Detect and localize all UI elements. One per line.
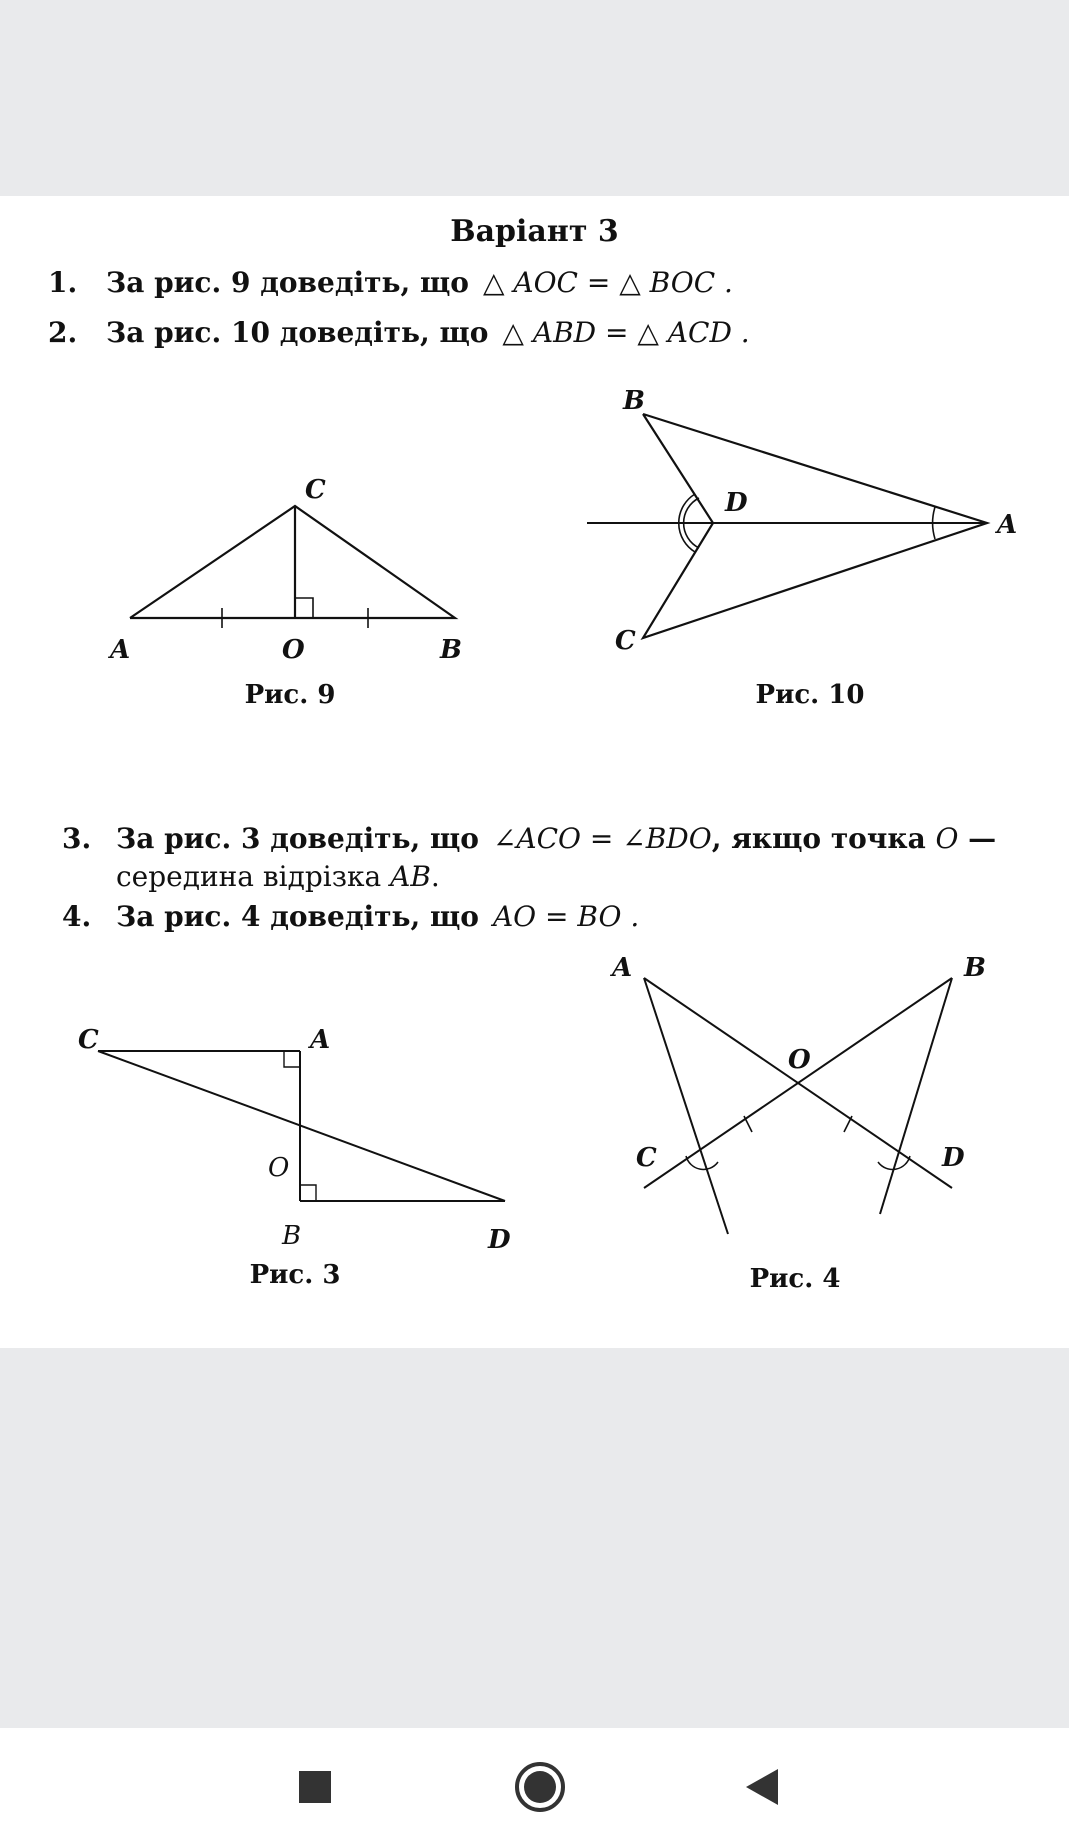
task-text-condition: , якщо точка (711, 822, 926, 855)
home-button[interactable] (500, 1728, 580, 1846)
task-text: середина відрізка (116, 860, 382, 893)
right-angle-b (300, 1185, 316, 1201)
task-3-line-2 (116, 860, 440, 893)
figure-9-caption: Рис. 9 (244, 680, 336, 710)
task-text: За рис. 4 доведіть, що (116, 900, 479, 933)
task-expression: △ ABD = △ ACD . (502, 316, 750, 349)
triangle-aoc-boc (130, 506, 455, 618)
label-d: D (942, 1143, 965, 1173)
label-a: A (997, 510, 1018, 540)
task-4 (62, 900, 639, 933)
period: . (430, 860, 440, 893)
task-number: 1. (48, 266, 78, 299)
figure-3-caption: Рис. 3 (249, 1260, 341, 1290)
label-b: B (623, 386, 645, 416)
tick-od (844, 1116, 852, 1132)
label-o: O (788, 1045, 811, 1075)
circle-icon (514, 1761, 566, 1813)
figure-9-diagram (110, 476, 470, 676)
figure-3-diagram (70, 1016, 530, 1256)
task-number: 4. (62, 900, 92, 933)
line-bd (880, 978, 952, 1214)
label-c: C (78, 1025, 99, 1055)
segment-cd (98, 1051, 505, 1201)
task-expression: ∠ACO = ∠BDO (492, 822, 712, 855)
figure-4-caption: Рис. 4 (749, 1264, 841, 1294)
task-expression: △ AOC = △ BOC . (482, 266, 733, 299)
recent-apps-button[interactable] (275, 1728, 355, 1846)
navigation-bar (0, 1728, 1069, 1846)
label-d: D (725, 488, 748, 518)
task-text: За рис. 3 доведіть, що (116, 822, 479, 855)
label-b: B (282, 1221, 302, 1251)
task-number: 2. (48, 316, 78, 349)
task-2 (48, 316, 750, 349)
figure-10-caption: Рис. 10 (755, 680, 865, 710)
label-b: B (440, 635, 462, 665)
figure-4-diagram (600, 953, 1020, 1246)
task-number: 3. (62, 822, 92, 855)
back-button[interactable] (722, 1728, 802, 1846)
label-d: D (488, 1225, 511, 1255)
figure-10-diagram (585, 381, 1025, 656)
right-angle-a (284, 1051, 300, 1067)
variant-title: Варіант 3 (450, 214, 619, 249)
dash: — (958, 822, 997, 855)
task-1 (48, 266, 733, 299)
tick-co (744, 1116, 752, 1132)
task-text: За рис. 9 доведіть, що (106, 266, 469, 299)
right-angle-mark (295, 598, 313, 618)
angle-mark-c (686, 1156, 718, 1169)
line-ac (644, 978, 728, 1234)
label-o: O (282, 635, 305, 665)
quadrilateral-abdc (643, 414, 987, 638)
label-b: B (964, 953, 986, 983)
triangle-back-icon (744, 1767, 780, 1807)
label-o: O (268, 1153, 290, 1183)
label-c: C (636, 1143, 657, 1173)
task-text: За рис. 10 доведіть, що (106, 316, 489, 349)
label-a: A (612, 953, 633, 983)
label-a: A (310, 1025, 331, 1055)
segment-name: AB (390, 860, 431, 893)
point-o: O (935, 822, 959, 855)
square-icon (299, 1771, 331, 1803)
task-3 (62, 822, 996, 855)
label-c: C (305, 475, 326, 505)
worksheet-page (0, 196, 1069, 1348)
task-expression: AO = BO . (492, 900, 640, 933)
label-a: A (110, 635, 131, 665)
label-c: C (615, 626, 636, 656)
